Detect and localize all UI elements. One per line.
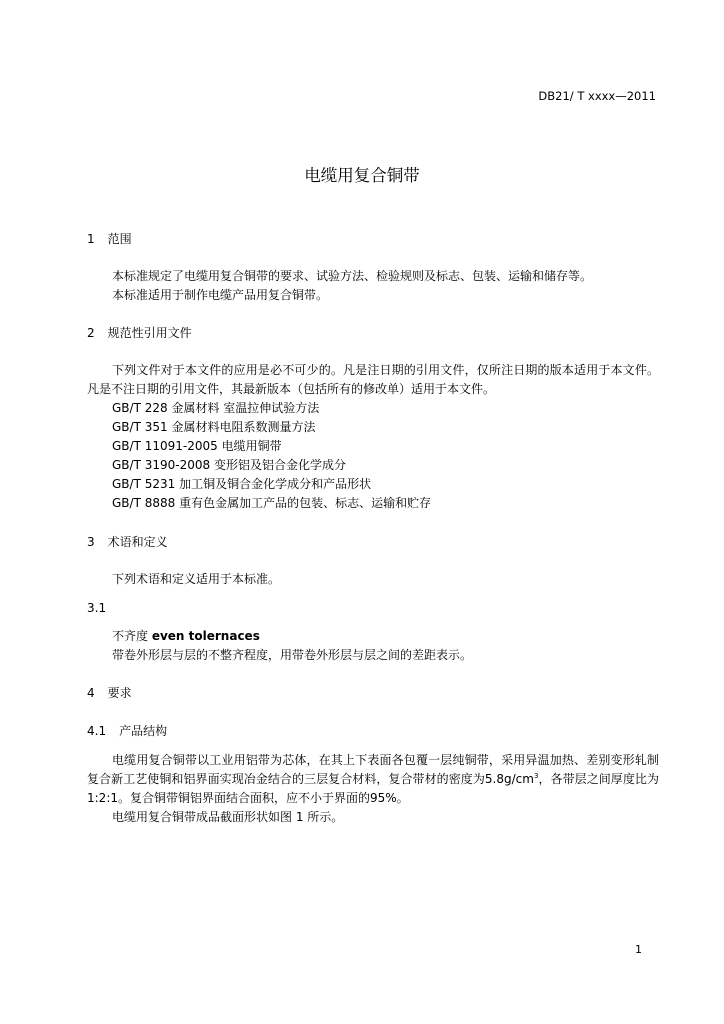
paragraph-text-part-1: 电缆用复合铜带以工业用铝带为芯体，在其上下表面各包覆一层纯铜带，采用异温加热、差别变形轧制复合新工艺使铜和铝界面实现冶金结合的三层复合材料，复合带材的密度为5.8g/cm — [87, 753, 659, 786]
section-3-number: 3 — [87, 535, 95, 549]
superscript-3: 3 — [533, 772, 539, 780]
term-chinese: 不齐度 — [112, 629, 152, 643]
section-1-heading — [87, 230, 132, 249]
section-1-title: 范围 — [107, 232, 132, 246]
section-1-line-2: 本标准适用于制作电缆产品用复合铜带。 — [112, 288, 329, 302]
subsection-3-1-number: 3.1 — [87, 601, 107, 615]
standard-code: DB21/ T xxxx—2011 — [538, 89, 656, 103]
reference-item: GB/T 3190-2008 变形铝及铝合金化学成分 — [112, 458, 346, 472]
reference-item: GB/T 8888 重有色金属加工产品的包装、标志、运输和贮存 — [112, 496, 432, 510]
section-2-number: 2 — [87, 326, 95, 340]
subsection-4-1-number: 4.1 — [87, 724, 107, 738]
section-2-title: 规范性引用文件 — [107, 326, 192, 340]
document-title: 电缆用复合铜带 — [304, 166, 420, 185]
section-3-heading — [87, 533, 168, 552]
section-4-number: 4 — [87, 686, 95, 700]
section-3-intro: 下列术语和定义适用于本标准。 — [112, 572, 281, 586]
section-1-line-1: 本标准规定了电缆用复合铜带的要求、试验方法、检验规则及标志、包装、运输和储存等。 — [112, 269, 593, 283]
section-1-number: 1 — [87, 232, 95, 246]
section-2-intro: 下列文件对于本文件的应用是必不可少的。凡是注日期的引用文件，仅所注日期的版本适用于本文件。凡是不注日期的引用文件，其最新版本（包括所有的修改单）适用于本文件。 — [87, 363, 659, 396]
page-number: 1 — [635, 943, 642, 956]
reference-item: GB/T 351 金属材料电阻系数测量方法 — [112, 420, 316, 434]
subsection-4-1-heading — [87, 722, 167, 741]
reference-item: GB/T 228 金属材料 室温拉伸试验方法 — [112, 401, 320, 415]
section-2-heading — [87, 324, 192, 343]
section-3-title: 术语和定义 — [107, 535, 168, 549]
term-definition: 带卷外形层与层的不整齐程度，用带卷外形层与层之间的差距表示。 — [112, 648, 473, 662]
subsection-4-1-title: 产品结构 — [119, 724, 168, 738]
section-4-heading — [87, 684, 132, 703]
term-english: even tolernaces — [151, 629, 260, 643]
reference-item: GB/T 5231 加工铜及铜合金化学成分和产品形状 — [112, 477, 372, 491]
product-structure-paragraph — [87, 751, 659, 808]
term-line — [112, 627, 260, 646]
section-4-title: 要求 — [107, 686, 132, 700]
figure-reference-line: 电缆用复合铜带成品截面形状如图 1 所示。 — [112, 810, 344, 824]
reference-item: GB/T 11091-2005 电缆用铜带 — [112, 439, 282, 453]
paragraph-text-part-2: ，各带层之间厚度比为1:2:1。复合铜带铜铝界面结合面积，应不小于界面的95%。 — [87, 772, 659, 805]
